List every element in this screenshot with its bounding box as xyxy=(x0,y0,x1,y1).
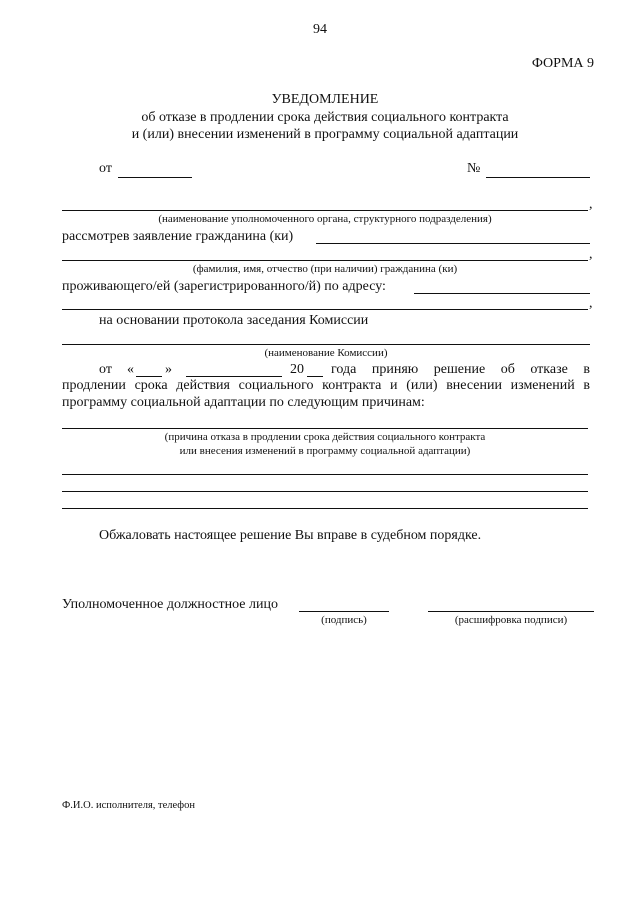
applicant-fio-line[interactable] xyxy=(62,260,588,261)
commission-field-line[interactable] xyxy=(62,344,590,345)
close-quote: » xyxy=(165,362,172,377)
comma-mark: , xyxy=(589,296,593,311)
decision-text-2: программу социальной адаптации по следующим причинам: xyxy=(62,395,425,410)
decision-text-0: года приняю решение об отказе в xyxy=(331,362,590,377)
document-subtitle-1: об отказе в продлении срока действия социального контракта xyxy=(141,110,509,125)
month-field-line[interactable] xyxy=(186,376,282,377)
caption-signature-decoded: (расшифровка подписи) xyxy=(454,614,568,626)
applicant-field-line[interactable] xyxy=(316,243,590,244)
signature-decoded-line[interactable] xyxy=(428,611,594,612)
decision-from-label: от xyxy=(99,362,112,377)
reason-field-line[interactable] xyxy=(62,428,588,429)
open-quote: « xyxy=(127,362,134,377)
from-label: от xyxy=(99,161,112,176)
decision-text-1: продлении срока действия социального контракта и (или) внесении изменений в xyxy=(62,378,590,393)
page-number: 94 xyxy=(313,22,327,37)
address-field-line[interactable] xyxy=(414,293,590,294)
reason-line-3[interactable] xyxy=(62,508,588,509)
form-label: ФОРМА 9 xyxy=(531,56,594,71)
authority-field-line[interactable] xyxy=(62,210,588,211)
signature-field-line[interactable] xyxy=(299,611,389,612)
document-subtitle-2: и (или) внесении изменений в программу социальной адаптации xyxy=(131,127,519,142)
considered-label: рассмотрев заявление гражданина (ки) xyxy=(62,229,294,244)
signatory-label: Уполномоченное должностное лицо xyxy=(62,597,278,612)
basis-label: на основании протокола заседания Комиссии xyxy=(99,313,369,328)
caption-reason-1: (причина отказа в продлении срока действия социального контракта xyxy=(164,431,486,443)
appeal-text: Обжаловать настоящее решение Вы вправе в судебном порядке. xyxy=(99,528,482,543)
caption-fio: (фамилия, имя, отчество (при наличии) гражданина (ки) xyxy=(192,263,458,275)
day-field-line[interactable] xyxy=(136,376,162,377)
year-prefix: 20 xyxy=(290,362,304,377)
year-field-line[interactable] xyxy=(307,376,323,377)
caption-commission: (наименование Комиссии) xyxy=(264,347,388,359)
address-field-line-2[interactable] xyxy=(62,309,588,310)
comma-mark: , xyxy=(589,197,593,212)
caption-reason-2: или внесения изменений в программу социальной адаптации) xyxy=(179,445,471,457)
date-field-line[interactable] xyxy=(118,177,192,178)
caption-signature: (подпись) xyxy=(321,614,367,626)
reason-line-1[interactable] xyxy=(62,474,588,475)
executor-footer: Ф.И.О. исполнителя, телефон xyxy=(62,800,195,811)
number-label: № xyxy=(467,161,481,176)
document-title: УВЕДОМЛЕНИЕ xyxy=(271,92,379,107)
reason-line-2[interactable] xyxy=(62,491,588,492)
address-label: проживающего/ей (зарегистрированного/й) по адресу: xyxy=(62,279,386,294)
comma-mark: , xyxy=(589,247,593,262)
number-field-line[interactable] xyxy=(486,177,590,178)
caption-authority: (наименование уполномоченного органа, структурного подразделения) xyxy=(158,213,492,225)
